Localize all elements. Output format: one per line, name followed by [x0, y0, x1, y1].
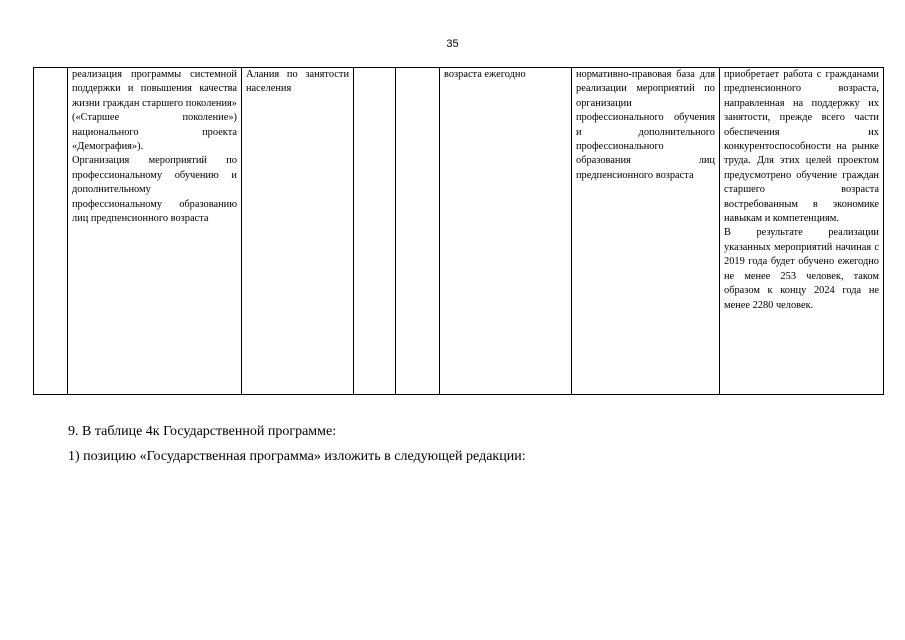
- table-cell-start: [354, 68, 396, 395]
- program-table: [33, 67, 884, 395]
- table-cell-description: [720, 68, 884, 395]
- executor-text: Алания по занятости населения: [246, 69, 349, 95]
- page-number: 35: [446, 38, 459, 50]
- paragraph-item-9: 9. В таблице 4к Государственной программе:: [68, 424, 337, 439]
- table-cell-end: [396, 68, 440, 395]
- paragraph-subitem-1: 1) позицию «Государственная программа» изложить в следующей редакции:: [68, 449, 526, 464]
- table-cell-result: [572, 68, 720, 395]
- description-text: приобретает работа с гражданами предпенсионного возраста, направленная на поддержку их занятости, прежде всего части обеспечения их конкурентоспособности на рынке труда. Для этих целей проектом предусмотрено обучение граждан старшего возраста востребованным в экономике навыкам и компетенциям. В результате реализации указанных мероприятий начиная с 2019 года будет обучено ежегодно не менее 253 человек, таком образом к концу 2024 года не менее 2280 человек.: [724, 69, 879, 311]
- table-cell-measure: [68, 68, 242, 395]
- table-row: [34, 68, 884, 395]
- result-text: нормативно-правовая база для реализации мероприятий по организации профессионального обучения и дополнительного профессионального образования лиц предпенсионного возраста: [576, 69, 715, 181]
- table-cell-executor: [242, 68, 354, 395]
- indicator-text: возраста ежегодно: [444, 69, 526, 80]
- table-cell-indicator: [440, 68, 572, 395]
- table-cell-number: [34, 68, 68, 395]
- measure-text: реализация программы системной поддержки и повышения качества жизни граждан старшего поколения» («Старшее поколение») национального проекта «Демография»). Организация мероприятий по профессиональному обучению и дополнительному профессиональному образованию лиц предпенсионного возраста: [72, 69, 237, 225]
